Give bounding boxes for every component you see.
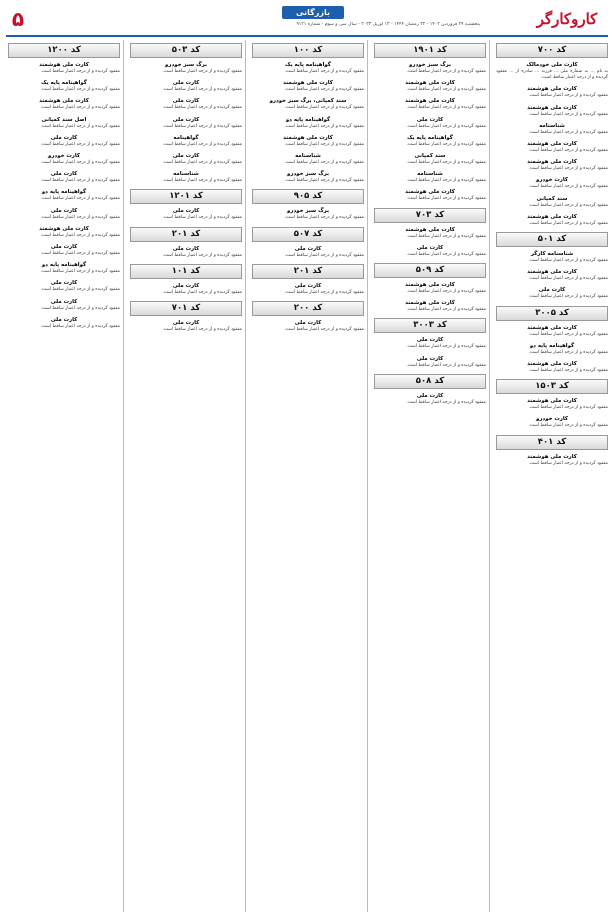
ad-code-header: کد ۵۰۹ <box>374 263 486 278</box>
classified-ad <box>8 117 120 130</box>
ad-body: مفقود گردیده و از درجه اعتبار ساقط است. <box>406 196 486 202</box>
ad-title: کارت ملی <box>50 298 78 305</box>
ad-title: سند کمپانی <box>414 153 446 160</box>
ad-body: مفقود گردیده و از درجه اعتبار ساقط است. <box>40 105 120 111</box>
ad-body: مفقود گردیده و از درجه اعتبار ساقط است. <box>528 148 608 154</box>
classified-ad <box>374 356 486 369</box>
classified-ad <box>8 62 120 75</box>
ad-body: مفقود گردیده و از درجه اعتبار ساقط است. <box>284 252 364 258</box>
classified-ad <box>374 337 486 350</box>
ad-title: کارت ملی <box>172 282 200 289</box>
ad-body: مفقود گردیده و از درجه اعتبار ساقط است. <box>406 160 486 166</box>
ad-title: کارت ملی خودمالک <box>526 62 578 68</box>
ad-title: کارت ملی هوشمند <box>39 98 89 105</box>
ad-code-header: کد ۵۰۷ <box>252 227 364 242</box>
classified-ad <box>8 208 120 221</box>
classified-ad <box>130 153 242 166</box>
ad-title: اصل سند کمپانی <box>41 116 87 123</box>
column-divider <box>489 40 490 912</box>
ad-title: شناسنامه <box>539 122 565 129</box>
ad-title: کارت ملی <box>172 320 200 327</box>
classified-ad <box>130 117 242 130</box>
ad-title: کارت خودرو <box>47 153 81 160</box>
ad-body: مفقود گردیده و از درجه اعتبار ساقط است. <box>406 141 486 147</box>
classified-ad <box>8 135 120 148</box>
ad-body: مفقود گردیده و از درجه اعتبار ساقط است. <box>40 214 120 220</box>
classified-ad <box>130 135 242 148</box>
ad-body: مفقود گردیده و از درجه اعتبار ساقط است. <box>528 111 608 117</box>
ad-title: کارت ملی <box>50 316 78 323</box>
classified-ad <box>374 153 486 166</box>
ad-title: گواهینامه پایه یک <box>285 62 331 68</box>
ad-title: کارت ملی <box>294 282 322 289</box>
ad-body: مفقود گردیده و از درجه اعتبار ساقط است. <box>284 160 364 166</box>
classified-ad <box>496 361 608 374</box>
ad-body: مفقود گردیده و از درجه اعتبار ساقط است. <box>528 184 608 190</box>
ad-body: مفقود گردیده و از درجه اعتبار ساقط است. <box>406 178 486 184</box>
ad-code-header: کد ۱۹۰۱ <box>374 43 486 58</box>
classified-ad <box>252 208 364 221</box>
ad-body: مفقود گردیده و از درجه اعتبار ساقط است. <box>40 160 120 166</box>
ad-title: کارت ملی <box>416 337 444 344</box>
classified-ad <box>496 141 608 154</box>
classified-ad <box>496 416 608 429</box>
ad-body: مفقود گردیده و از درجه اعتبار ساقط است. <box>284 289 364 295</box>
ad-body: مفقود گردیده و از درجه اعتبار ساقط است. <box>162 141 242 147</box>
column-3 <box>252 40 364 912</box>
ad-code-header: کد ۲۰۱ <box>130 227 242 242</box>
classified-ad <box>496 398 608 411</box>
classified-ad <box>496 159 608 172</box>
ad-title: شناسنامه <box>173 171 199 178</box>
column-divider <box>245 40 246 912</box>
ad-title: کارت ملی <box>172 245 200 252</box>
ad-title: کارت ملی <box>50 207 78 214</box>
ad-title: کارت ملی <box>294 320 322 327</box>
ad-title: کارت ملی هوشمند <box>39 62 89 68</box>
column-divider <box>123 40 124 912</box>
ad-title: کارت ملی هوشمند <box>527 269 577 276</box>
ad-title: کارت ملی هوشمند <box>283 80 333 87</box>
ad-title: کارت ملی هوشمند <box>405 300 455 307</box>
ad-code-header: کد ۵۰۳ <box>130 43 242 58</box>
ad-body: مفقود گردیده و از درجه اعتبار ساقط است. <box>40 323 120 329</box>
classified-ad <box>252 283 364 296</box>
classified-ad <box>374 227 486 240</box>
classified-ad <box>130 62 242 75</box>
classified-ad <box>496 269 608 282</box>
classified-ad <box>374 282 486 295</box>
ad-body: مفقود گردیده و از درجه اعتبار ساقط است. <box>40 305 120 311</box>
ad-title: کارت ملی <box>172 80 200 87</box>
classified-ad <box>252 98 364 111</box>
ad-title: گواهینامه <box>173 134 199 141</box>
ad-title: کارت خودرو <box>535 416 569 423</box>
ad-title: کارت ملی هوشمند <box>527 453 577 460</box>
ad-body: مفقود گردیده و از درجه اعتبار ساقط است. <box>284 141 364 147</box>
ad-code-header: کد ۹۰۵ <box>252 189 364 204</box>
ad-title: شناسنامه کارگر <box>530 251 574 258</box>
ad-body: مفقود گردیده و از درجه اعتبار ساقط است. <box>162 327 242 333</box>
ad-body: مفقود گردیده و از درجه اعتبار ساقط است. <box>406 87 486 93</box>
ad-body: مفقود گردیده و از درجه اعتبار ساقط است. <box>284 105 364 111</box>
ad-body: مفقود گردیده و از درجه اعتبار ساقط است. <box>162 69 242 74</box>
column-divider <box>367 40 368 912</box>
classified-ad <box>252 62 364 75</box>
column-1 <box>496 40 608 912</box>
classified-ad <box>496 343 608 356</box>
ad-body: مفقود گردیده و از درجه اعتبار ساقط است. <box>528 349 608 355</box>
ad-body: مفقود گردیده و از درجه اعتبار ساقط است. <box>528 331 608 337</box>
classified-ad <box>8 317 120 330</box>
ad-title: کارت ملی هوشمند <box>405 80 455 87</box>
classified-ad <box>496 123 608 136</box>
classified-ad <box>252 135 364 148</box>
ad-code-header: کد ۲۰۰ <box>252 301 364 316</box>
ad-body: مفقود گردیده و از درجه اعتبار ساقط است. <box>528 258 608 264</box>
ad-title: کارت ملی هوشمند <box>527 86 577 93</box>
ad-body: مفقود گردیده و از درجه اعتبار ساقط است. <box>284 178 364 184</box>
classified-ad <box>374 393 486 406</box>
ad-body: مفقود گردیده و از درجه اعتبار ساقط است. <box>40 141 120 147</box>
classified-ad <box>130 98 242 111</box>
ad-title: برگ سبز خودرو <box>409 62 451 68</box>
classified-ad <box>374 171 486 184</box>
classified-ad <box>252 320 364 333</box>
classified-ad <box>130 171 242 184</box>
column-2 <box>374 40 486 912</box>
ad-code-header: کد ۱۲۰۱ <box>130 189 242 204</box>
ad-body: مفقود گردیده و از درجه اعتبار ساقط است. <box>528 405 608 411</box>
ad-title: کارت ملی هوشمند <box>405 226 455 233</box>
classified-ad <box>374 300 486 313</box>
ad-title: گواهینامه پایه یک <box>41 80 87 87</box>
classified-ad <box>130 208 242 221</box>
classified-ad <box>8 153 120 166</box>
ad-body: مفقود گردیده و از درجه اعتبار ساقط است. <box>162 87 242 93</box>
ad-title: شناسنامه <box>417 171 443 178</box>
ad-body: مفقود گردیده و از درجه اعتبار ساقط است. <box>284 215 364 221</box>
ad-body: مفقود گردیده و از درجه اعتبار ساقط است. <box>406 251 486 257</box>
ad-body: مفقود گردیده و از درجه اعتبار ساقط است. <box>162 178 242 184</box>
ad-title: کارت ملی هوشمند <box>527 398 577 405</box>
ad-title: کارت ملی هوشمند <box>405 98 455 105</box>
page-number: ۵ <box>11 7 25 31</box>
header-divider <box>6 35 608 37</box>
ad-code-header: کد ۲۰۱ <box>252 264 364 279</box>
ad-body: مفقود گردیده و از درجه اعتبار ساقط است. <box>40 196 120 202</box>
ad-body: مفقود گردیده و از درجه اعتبار ساقط است. <box>528 460 608 466</box>
ad-code-header: کد ۳۰۰۵ <box>496 306 608 321</box>
ad-code-header: کد ۱۲۰۰ <box>8 43 120 58</box>
classified-ad <box>8 171 120 184</box>
ad-body: مفقود گردیده و از درجه اعتبار ساقط است. <box>528 294 608 300</box>
ad-body: مفقود گردیده و از درجه اعتبار ساقط است. <box>40 123 120 129</box>
ad-body: مفقود گردیده و از درجه اعتبار ساقط است. <box>528 276 608 282</box>
ad-code-header: کد ۱۰۰ <box>252 43 364 58</box>
ad-title: کارت ملی هوشمند <box>39 225 89 232</box>
classified-ad <box>8 244 120 257</box>
classified-ad <box>374 117 486 130</box>
ad-body: مفقود گردیده و از درجه اعتبار ساقط است. <box>528 129 608 135</box>
classified-ad <box>374 80 486 93</box>
ad-body: مفقود گردیده و از درجه اعتبار ساقط است. <box>406 69 486 74</box>
ad-title: کارت ملی <box>416 392 444 399</box>
ad-body: مفقود گردیده و از درجه اعتبار ساقط است. <box>284 87 364 93</box>
ad-title: گواهینامه پایه دو <box>41 189 87 196</box>
classified-ad <box>8 262 120 275</box>
ad-title: کارت ملی هوشمند <box>527 159 577 166</box>
classified-ad <box>496 177 608 190</box>
ad-body: مفقود گردیده و از درجه اعتبار ساقط است. <box>406 344 486 350</box>
ad-body: مفقود گردیده و از درجه اعتبار ساقط است. <box>162 105 242 111</box>
classified-ad <box>8 98 120 111</box>
classified-ad <box>8 280 120 293</box>
date-line: پنجشنبه ۲۴ فروردین ۱۴۰۲ - ۲۲ رمضان ۱۴۴۴ - ۱۳ آوریل ۲۰۲۳ - سال سی و سوم - شماره ۹۱۲۱ <box>296 22 480 27</box>
ad-body: مفقود گردیده و از درجه اعتبار ساقط است. <box>162 289 242 295</box>
ad-title: کارت ملی <box>50 134 78 141</box>
classified-ad <box>496 287 608 300</box>
classified-ad <box>252 171 364 184</box>
classified-ad <box>252 80 364 93</box>
ad-code-header: کد ۱۵۰۳ <box>496 379 608 394</box>
ad-title: کارت ملی <box>50 244 78 251</box>
classified-ad <box>496 214 608 227</box>
classified-ad <box>130 80 242 93</box>
classified-ad <box>374 62 486 75</box>
ad-title: برگ سبز خودرو <box>287 208 329 215</box>
ad-body: مفقود گردیده و از درجه اعتبار ساقط است. <box>40 251 120 257</box>
ad-title: شناسنامه <box>295 153 321 160</box>
ad-code-header: کد ۵۰۸ <box>374 374 486 389</box>
ad-body: مفقود گردیده و از درجه اعتبار ساقط است. <box>528 93 608 99</box>
ad-body: مفقود گردیده و از درجه اعتبار ساقط است. <box>528 166 608 172</box>
ad-title: کارت ملی هوشمند <box>405 189 455 196</box>
ad-code-header: کد ۱۰۱ <box>130 264 242 279</box>
ad-body: مفقود گردیده و از درجه اعتبار ساقط است. <box>40 87 120 93</box>
ad-title: گواهینامه پایه یک <box>407 134 453 141</box>
ad-body: مفقود گردیده و از درجه اعتبار ساقط است. <box>284 123 364 129</box>
ad-body: مفقود گردیده و از درجه اعتبار ساقط است. <box>40 287 120 293</box>
ad-code-header: کد ۵۰۱ <box>496 232 608 247</box>
newspaper-logo: کاروکارگر <box>536 10 598 28</box>
classified-ad <box>496 86 608 99</box>
classified-ad <box>252 153 364 166</box>
ad-title: کارت ملی هوشمند <box>527 324 577 331</box>
classified-ad <box>496 325 608 338</box>
ad-title: کارت ملی <box>50 280 78 287</box>
ad-body: مفقود گردیده و از درجه اعتبار ساقط است. <box>406 307 486 313</box>
section-title: بازرگانی <box>282 6 344 19</box>
ad-title: گواهینامه پایه دو <box>529 342 575 349</box>
ad-code-header: کد ۴۰۱ <box>496 435 608 450</box>
ad-title: کارت خودرو <box>535 177 569 184</box>
ad-title: کارت ملی <box>172 98 200 105</box>
classified-ad <box>496 62 608 81</box>
classified-ad <box>8 80 120 93</box>
ad-title: سند کمپانی <box>536 195 568 202</box>
ad-body: مفقود گردیده و از درجه اعتبار ساقط است. <box>162 160 242 166</box>
classified-ad <box>374 189 486 202</box>
ad-body: مفقود گردیده و از درجه اعتبار ساقط است. <box>40 178 120 184</box>
ad-body: مفقود گردیده و از درجه اعتبار ساقط است. <box>406 362 486 368</box>
ad-title: کارت ملی <box>416 244 444 251</box>
ad-title: کارت ملی <box>416 116 444 123</box>
ad-title: کارت ملی هوشمند <box>283 134 333 141</box>
ad-title: سند کمپانی، برگ سبز خودرو <box>269 98 347 105</box>
classified-ad <box>496 105 608 118</box>
ad-title: کارت ملی هوشمند <box>527 141 577 148</box>
ad-title: کارت ملی <box>172 208 200 215</box>
ad-body: مفقود گردیده و از درجه اعتبار ساقط است. <box>40 69 120 74</box>
classified-ad <box>252 117 364 130</box>
ad-body: مفقود گردیده و از درجه اعتبار ساقط است. <box>406 399 486 405</box>
ad-title: کارت ملی هوشمند <box>527 104 577 111</box>
ad-title: کارت ملی هوشمند <box>527 213 577 220</box>
classified-ad <box>8 226 120 239</box>
classified-ad <box>8 189 120 202</box>
ad-title: برگ سبز خودرو <box>165 62 207 68</box>
ad-title: کارت ملی <box>172 153 200 160</box>
ad-title: برگ سبز خودرو <box>287 171 329 178</box>
classified-ad <box>252 246 364 259</box>
ad-title: کارت ملی <box>294 245 322 252</box>
ad-code-header: کد ۳۰۰۳ <box>374 318 486 333</box>
classified-ad <box>130 283 242 296</box>
column-5 <box>8 40 120 912</box>
ad-body: مفقود گردیده و از درجه اعتبار ساقط است. <box>40 269 120 275</box>
ad-body: مفقود گردیده و از درجه اعتبار ساقط است. <box>162 123 242 129</box>
ad-title: کارت ملی <box>538 287 566 294</box>
classified-ad <box>496 196 608 209</box>
page-header <box>6 6 608 34</box>
ad-body: مفقود گردیده و از درجه اعتبار ساقط است. <box>528 368 608 374</box>
ad-code-header: کد ۷۰۱ <box>130 301 242 316</box>
ad-body: مفقود گردیده و از درجه اعتبار ساقط است. <box>406 233 486 239</box>
ad-title: گواهینامه پایه دو <box>285 116 331 123</box>
ad-body: مفقود گردیده و از درجه اعتبار ساقط است. <box>162 252 242 258</box>
ad-body: به نام ... به شماره ملی ... فرزند ... صادره از ... مفقود گردیده و از درجه اعتبار ساقط است. <box>496 69 608 81</box>
ad-title: گواهینامه پایه دو <box>41 262 87 269</box>
ad-body: مفقود گردیده و از درجه اعتبار ساقط است. <box>528 202 608 208</box>
ad-title: کارت ملی هوشمند <box>405 282 455 289</box>
ad-code-header: کد ۷۰۳ <box>374 208 486 223</box>
ad-body: مفقود گردیده و از درجه اعتبار ساقط است. <box>406 105 486 111</box>
classified-ad <box>374 135 486 148</box>
classified-ad <box>496 251 608 264</box>
ad-title: کارت ملی <box>416 355 444 362</box>
ad-body: مفقود گردیده و از درجه اعتبار ساقط است. <box>406 289 486 295</box>
column-4 <box>130 40 242 912</box>
ad-body: مفقود گردیده و از درجه اعتبار ساقط است. <box>40 232 120 238</box>
ad-body: مفقود گردیده و از درجه اعتبار ساقط است. <box>406 123 486 129</box>
ad-body: مفقود گردیده و از درجه اعتبار ساقط است. <box>528 423 608 429</box>
ad-body: مفقود گردیده و از درجه اعتبار ساقط است. <box>162 215 242 221</box>
ad-body: مفقود گردیده و از درجه اعتبار ساقط است. <box>284 69 364 74</box>
ad-title: کارت ملی <box>172 116 200 123</box>
classified-ad <box>374 98 486 111</box>
ad-title: کارت ملی هوشمند <box>527 361 577 368</box>
ad-title: کارت ملی <box>50 171 78 178</box>
ad-body: مفقود گردیده و از درجه اعتبار ساقط است. <box>528 220 608 226</box>
classified-ad <box>374 245 486 258</box>
ad-body: مفقود گردیده و از درجه اعتبار ساقط است. <box>284 327 364 333</box>
classified-ad <box>130 246 242 259</box>
classified-ad <box>496 454 608 467</box>
classified-ad <box>8 299 120 312</box>
ad-code-header: کد ۷۰۰ <box>496 43 608 58</box>
classified-ad <box>130 320 242 333</box>
